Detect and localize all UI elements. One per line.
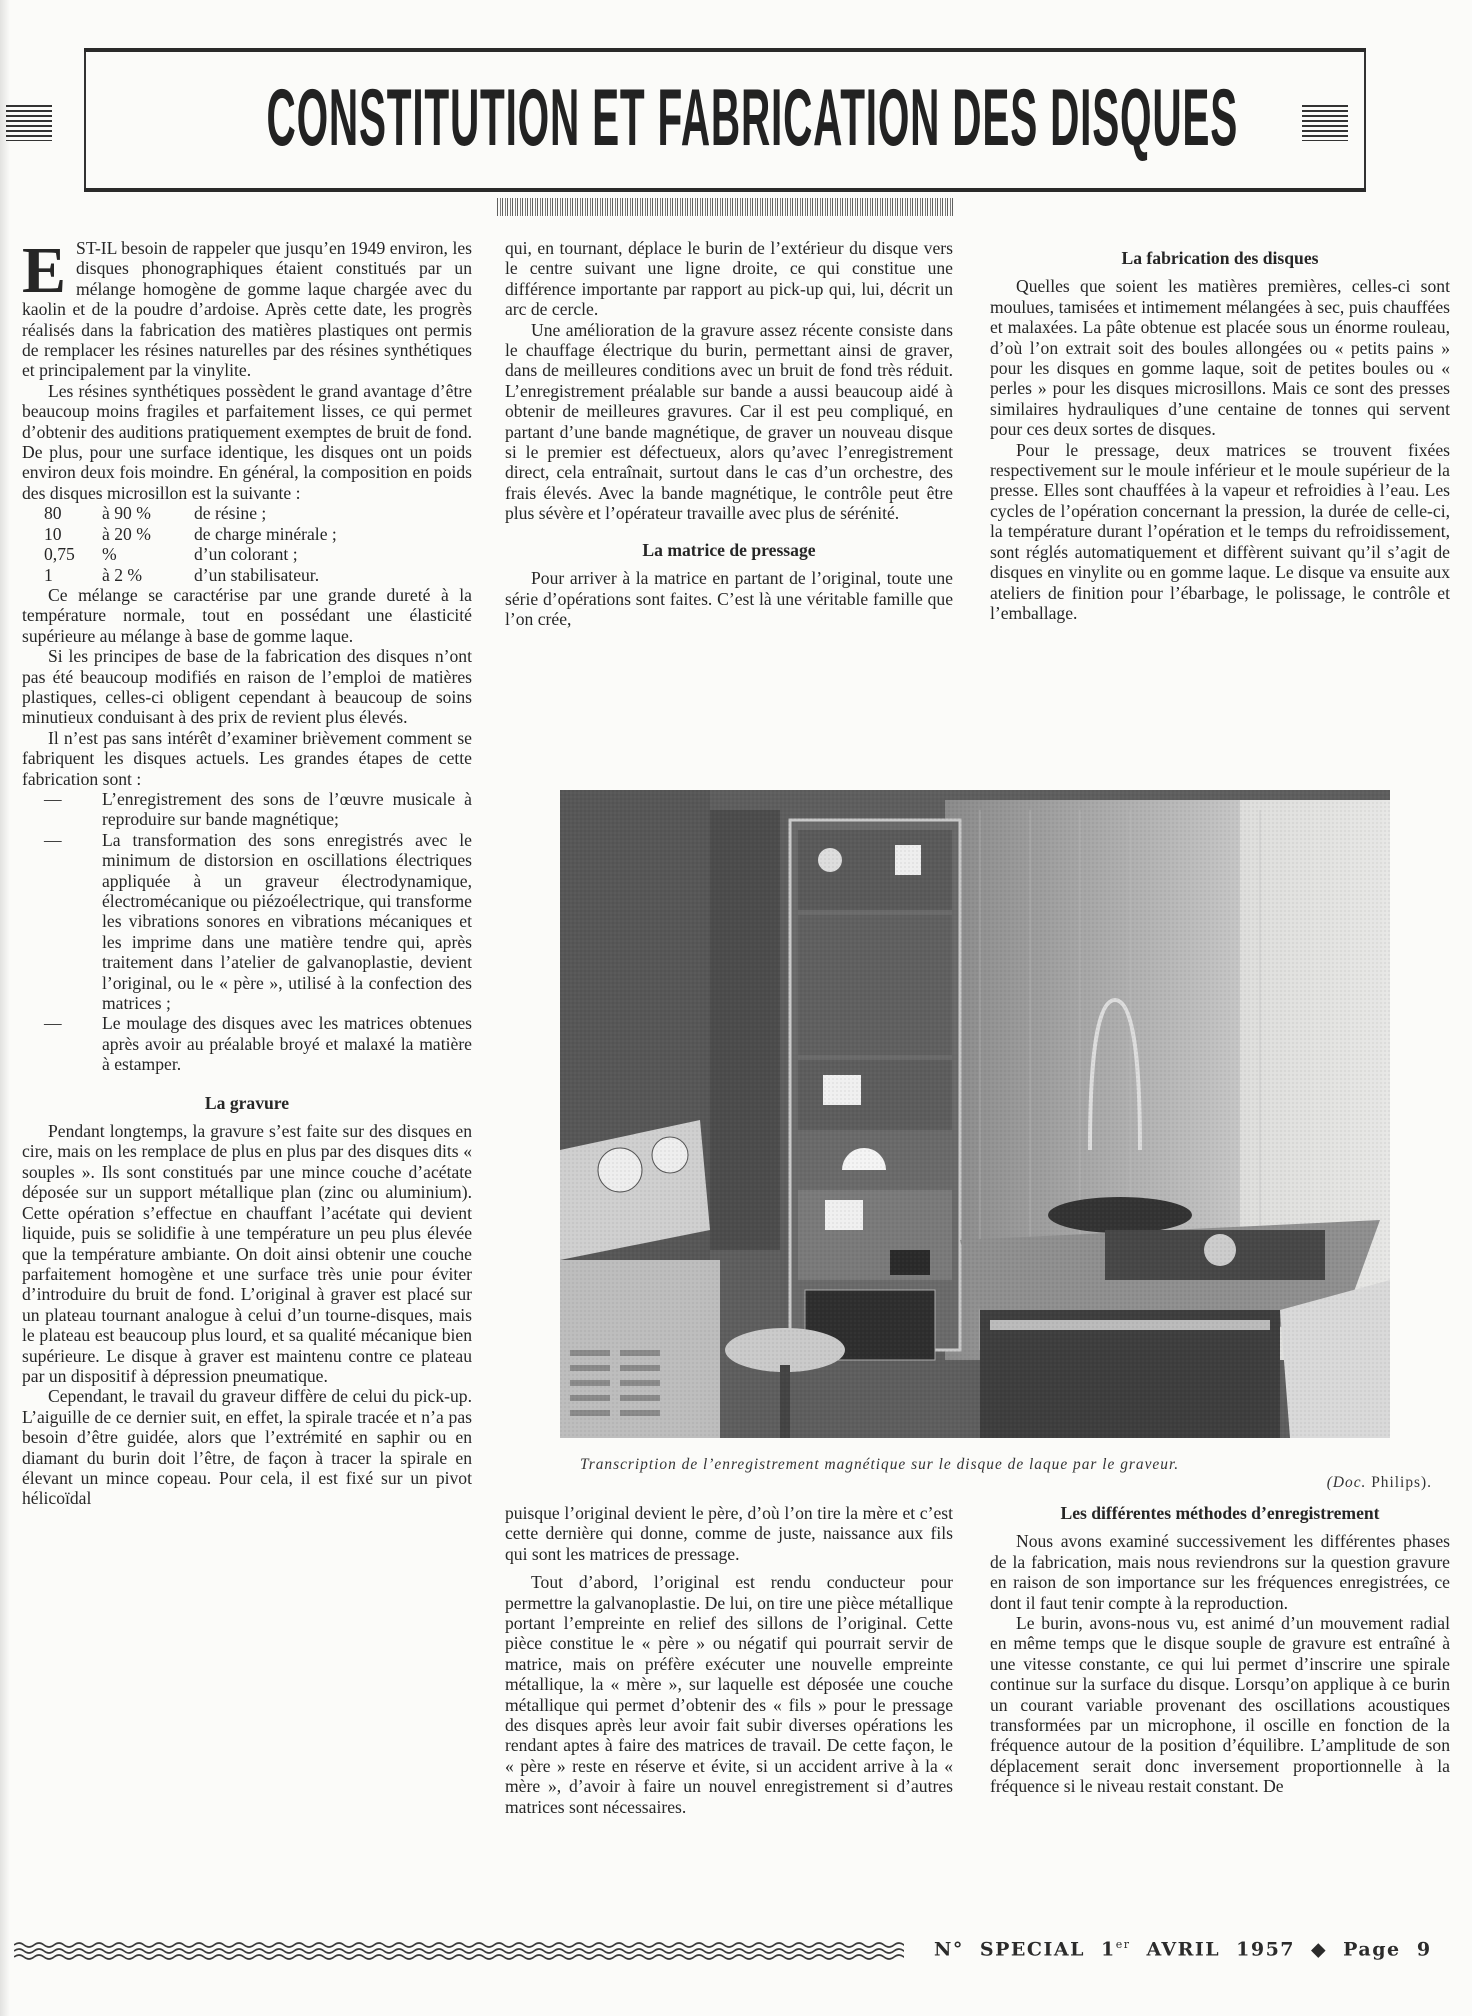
column-2-bottom [505,1503,953,1817]
photo-credit [580,1474,1432,1492]
column-3-bottom [990,1503,1450,1797]
composition-min: 10 [44,523,62,544]
issue-year: 1957 [1236,1938,1296,1961]
page-number: 9 [1416,1938,1432,1961]
paragraph: Quelles que soient les matières premières, celles-ci sont moulues, tamisées et intimement mélangées à sec, puis chauffées et malaxées. La pâte obtenue est placée sous un énorme rouleau, d’où l’on extrait soit des boules allongées ou « petits pains » pour les disques en gomme laque, soit de petites boules ou « perles » pour les disques microsillons. Mais ce sont des presses similaires hydrauliques d’une centaine de tonnes qui servent pour ces deux sortes de disques. [990,276,1450,440]
column-1 [22,234,472,1509]
composition-component: d’un colorant ; [194,544,298,565]
section-heading-methodes: Les différentes méthodes d’enregistrement [1060,1503,1380,1523]
paragraph: Le burin, avons-nous vu, est animé d’un mouvement radial en même temps que le disque souple de gravure est entraîné à une vitesse constante, ce qui lui permet d’inscrire une spirale continue sur la surface du disque. Lorsqu’on applique à ce burin un courant variable provenant des oscillations acoustiques transformées par un microphone, il oscille en fonction de la fréquence autour de la position d’équilibre. L’amplitude de son déplacement serait donc inversement proportionnelle à la fréquence si le niveau restait constant. De [990,1613,1450,1797]
composition-row [44,503,472,523]
drop-cap: E [22,234,67,307]
paragraph: Les résines synthétiques possèdent le grand avantage d’être beaucoup moins fragiles et parfaitement lisses, ce qui permet d’obtenir des auditions pratiquement exemptes de bruit de fond. De plus, pour une surface identique, les disques ont un poids environ deux fois moindre. En général, la composition en poids des disques microsillon est la suivante : [22,380,472,503]
figure-caption [580,1456,1432,1492]
title-rule-top [84,48,1366,52]
list-item [22,1013,472,1074]
composition-row [44,524,472,544]
paragraph: qui, en tournant, déplace le burin de l’extérieur du disque vers le centre suivant une ligne droite, ce qui constitue une différence importante par rapport au pick-up qui, lui, décrit un arc de cercle. [505,238,953,320]
issue-day-suffix: er [1115,1938,1131,1951]
photo-grain [560,790,1390,1438]
list-item-text: La transformation des sons enregistrés avec le minimum de distorsion en oscillations électriques appliquée à un graveur électrodynamique, électromécanique ou piézoélectrique, qui transforme les vibrations sonores en vibrations mécaniques et les imprime dans une matière tendre qui, après traitement dans l’atelier de galvanoplastie, devient l’original, ou le « père », utilisé à la confection des matrices ; [102,829,472,1014]
issue-month: AVRIL [1146,1938,1221,1961]
issue-number-label: N° [934,1938,964,1961]
intro-paragraph [22,234,472,381]
footer-wave-rule [14,1940,904,1962]
studio-photo [560,790,1390,1438]
paragraph: Pour arriver à la matrice en partant de l’original, toute une série d’opérations sont faites. C’est là une véritable famille que l’on crée, [505,568,953,629]
paragraph: puisque l’original devient le père, d’où l’on tire la mère et c’est cette dernière qui donne, comme de juste, naissance aux fils qui sont les matrices de pressage. [505,1503,953,1564]
composition-component: de charge minérale ; [194,523,337,544]
composition-max: à 90 % [102,503,151,524]
composition-max: à 2 % [102,564,143,585]
column-2-top [505,238,953,629]
paragraph: Si les principes de base de la fabrication des disques n’ont pas été beaucoup modifiés en raison de l’emploi de matières plastiques, celles-ci obligent cependant à beaucoup de soins minutieux conduisant à des prix de revient plus élevés. [22,646,472,728]
section-heading-matrice: La matrice de pressage [642,539,816,560]
wave-lines [14,1943,904,1959]
composition-max: à 20 % [102,523,151,544]
dash-bullet: — [44,788,62,809]
section-heading-fabrication: La fabrication des disques [1121,248,1319,268]
title-stripes-left-ornament [6,105,52,141]
composition-row [44,565,472,585]
list-item [22,789,472,830]
article-title: CONSTITUTION ET FABRICATION DES DISQUES [266,73,1239,164]
paragraph: Une amélioration de la gravure assez récente consiste dans le chauffage électrique du burin, permettant ainsi de graver, dans de meilleures conditions avec un bruit de fond très réduit. L’enregistrement préalable sur bande a aussi beaucoup aidé à obtenir de meilleures gravures. Car il est peu compliqué, en partant d’une bande magnétique, de graver un nouveau disque si le premier est défectueux, alors qu’avec l’enregistrement direct, cela entraînait, surtout dans le cas d’un orchestre, des frais élevés. Avec la bande magnétique, le contrôle peut être plus sévère et l’opérateur travaille avec plus de sérénité. [505,319,953,524]
list-item-text: Le moulage des disques avec les matrices obtenues après avoir au préalable broyé et malaxé la matière à estamper. [102,1013,472,1075]
paragraph: Cependant, le travail du graveur diffère de celui du pick-up. L’aiguille de ce dernier suit, en effet, la spirale tracée et n’a pas besoin d’être guidée, alors que l’extrémité en saphir ou en diamant du burin doit l’être, de façon à tracer la spirale en élevant un mince copeau. Pour cela, il est fixé sur un pivot hélicoïdal [22,1386,472,1509]
photo-illustration [560,790,1390,1438]
title-stripes-right-ornament [1302,105,1348,141]
paragraph: Tout d’abord, l’original est rendu conducteur pour permettre la galvanoplastie. De lui, on tire une pièce métallique portant l’empreinte en relief des sillons de l’original. Cette pièce constitue le « père » ou négatif qui pourrait servir de matrice, mais on préfère exécuter une nouvelle empreinte métallique, la « mère », sur laquelle est déposée une couche métallique qui permet d’obtenir des « fils » pour le pressage des disques après leur avoir fait subir diverses opérations les rendant aptes à faire des matrices de travail. De cette façon, le « père » reste en réserve et évite, si un accident arrive à la « mère », d’avoir à faire un nouvel enregistrement si d’autres matrices sont nécessaires. [505,1572,953,1817]
diamond-separator-icon: ◆ [1311,1938,1328,1961]
title-hatch-ornament [497,198,953,216]
issue-day: 1 [1100,1938,1116,1961]
list-item-text: L’enregistrement des sons de l’œuvre musicale à reproduire sur bande magnétique; [102,788,472,830]
paragraph: Ce mélange se caractérise par une grande dureté à la température normale, tout en possédant une élasticité supérieure au mélange à base de gomme laque. [22,584,472,646]
composition-component: d’un stabilisateur. [194,564,320,585]
composition-table [44,503,472,585]
dash-bullet: — [44,829,62,850]
title-rule-bottom [84,188,1366,192]
paragraph: Il n’est pas sans intérêt d’examiner brièvement comment se fabriquent les disques actuels. Les grandes étapes de cette fabrication sont : [22,727,472,789]
issue-type: SPECIAL [979,1938,1085,1961]
caption-text: Transcription de l’enregistrement magnétique sur le disque de laque par le graveur. [580,1456,1180,1473]
composition-component: de résine ; [194,503,267,524]
composition-min: 80 [44,503,62,524]
paragraph: Nous avons examiné successivement les différentes phases de la fabrication, mais nous reviendrons sur la question gravure en raison de son importance sur les fréquences enregistrées, ce dont il faut tenir compte à la reproduction. [990,1531,1450,1613]
paragraph: Pour le pressage, deux matrices se trouvent fixées respectivement sur le moule inférieur et le moule supérieur de la presse. Elles sont chauffées à la vapeur et refroidies à l’eau. Les cycles de l’opération concernant la pression, la durée de celle-ci, la température durant l’opération et le temps du refroidissement, sont réglés automatiquement et diffèrent suivant qu’il s’agit de disques en vinylite ou en gomme laque. Le disque va ensuite aux ateliers de finition pour l’ébarbage, le polissage, le contrôle et l’emballage. [990,439,1450,623]
page-footer [934,1938,1432,1960]
credit-doc: (Doc. [1326,1474,1367,1491]
dash-bullet: — [44,1013,62,1034]
composition-min: 0,75 [44,544,75,565]
composition-max: % [102,544,117,565]
composition-min: 1 [44,564,53,585]
credit-name: Philips). [1371,1474,1432,1491]
section-heading-gravure: La gravure [204,1092,290,1113]
paragraph: Pendant longtemps, la gravure s’est faite sur des disques en cire, mais on les remplace de plus en plus par des disques dits « souples ». Ils sont constitués par une mince couche d’acétate déposée sur un support métallique plan (zinc ou aluminium). Cette opération s’effectue en chauffant l’acétate qui devient liquide, puis se solidifie à une température un peu plus élevée que la température ambiante. On doit ainsi obtenir une couche parfaitement homogène et une surface très unie pour éviter d’introduire du bruit de fond. L’original à graver est placé sur un plateau tournant analogue à celui d’un tourne-disques, mais le plateau est beaucoup plus lourd, et sa qualité mécanique bien supérieure. Le disque à graver est maintenu contre ce plateau par un dispositif à dépression pneumatique. [22,1121,472,1386]
page-label: Page [1343,1938,1401,1961]
fabrication-steps-list [22,789,472,1075]
list-item [22,830,472,1014]
scan-edge-shadow [0,0,10,2016]
column-3-top [990,248,1450,623]
composition-row [44,544,472,564]
intro-paragraph-text: ST-IL besoin de rappeler que jusqu’en 1949 environ, les disques phonographiques étaient constitués par un mélange homogène de gomme laque chargée avec du kaolin et de la poudre d’ardoise. Après cette date, les progrès réalisés dans la fabrication des matières plastiques ont permis de remplacer les résines naturelles par des résines synthétiques et principalement par la vinylite. [22,238,472,381]
